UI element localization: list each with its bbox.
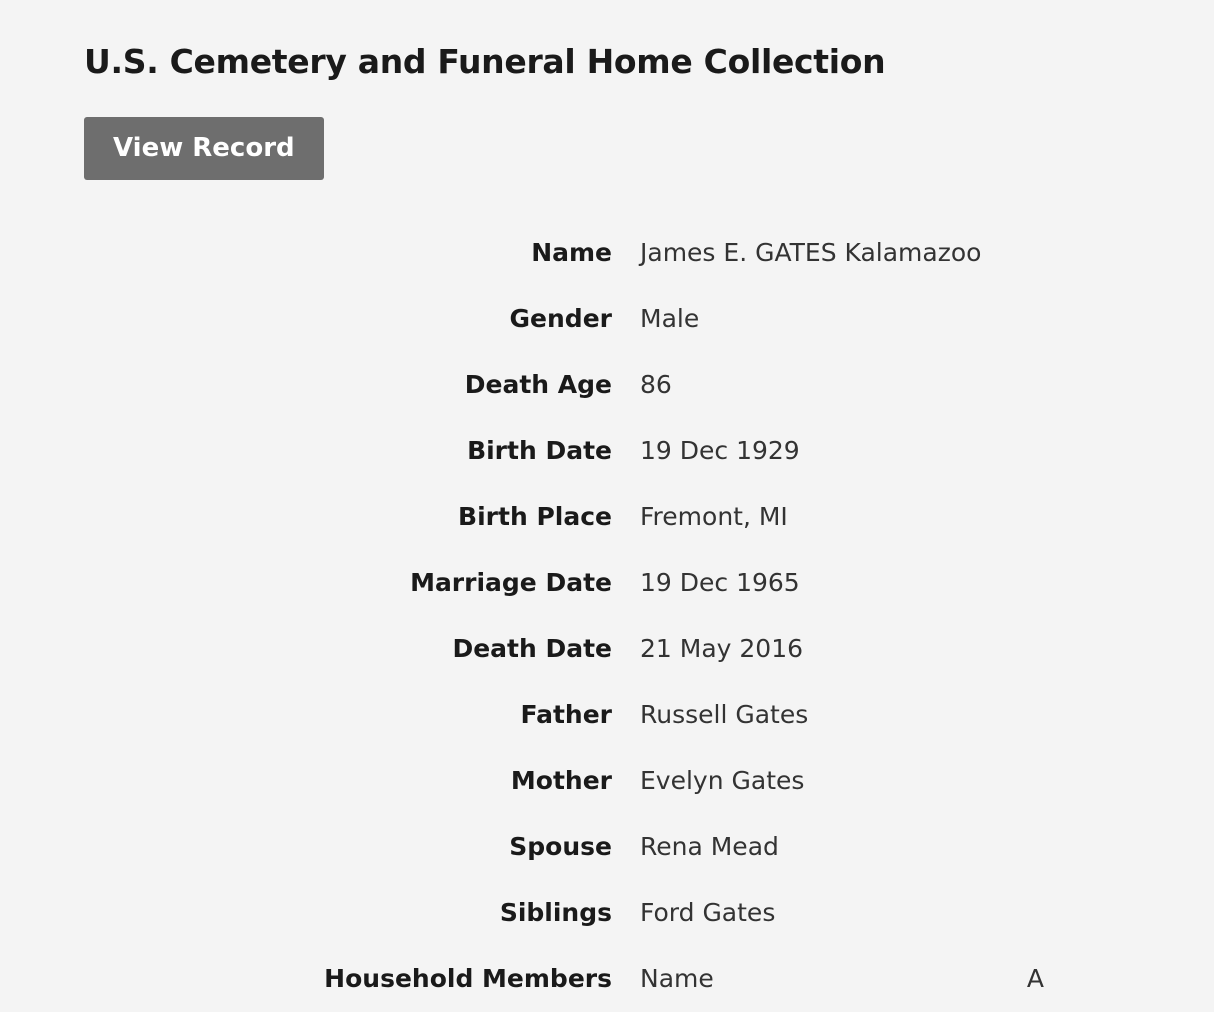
record-field-label: Birth Place [458, 502, 612, 532]
record-field-label: Gender [509, 304, 612, 334]
record-row [84, 946, 1130, 1012]
record-row [84, 880, 1130, 946]
record-row [84, 550, 1130, 616]
view-record-button[interactable]: View Record [84, 117, 324, 180]
record-field-value [626, 616, 1130, 682]
record-field-value-text: 86 [640, 370, 672, 400]
page-title: U.S. Cemetery and Funeral Home Collection [84, 42, 886, 81]
record-field-label: Birth Date [467, 436, 612, 466]
record-field-label: Household Members [324, 964, 612, 994]
record-field-value [626, 484, 1130, 550]
record-field-label: Spouse [509, 832, 612, 862]
record-field-value-text: Evelyn Gates [640, 766, 805, 796]
record-row [84, 352, 1130, 418]
record-field-value-extra: A [1026, 964, 1044, 994]
record-field-value-text: 21 May 2016 [640, 634, 804, 664]
record-field-value [626, 880, 1130, 946]
record-field-value-text: Ford Gates [640, 898, 776, 928]
record-details-body [84, 220, 1130, 1012]
record-row [84, 682, 1130, 748]
record-field-value [626, 220, 1130, 286]
record-field-value [626, 748, 1130, 814]
record-field-value-text: Fremont, MI [640, 502, 788, 532]
record-row [84, 814, 1130, 880]
record-field-value-text: 19 Dec 1929 [640, 436, 800, 466]
record-row [84, 616, 1130, 682]
record-field-value [626, 352, 1130, 418]
record-field-value-text: Russell Gates [640, 700, 809, 730]
record-field-value [626, 814, 1130, 880]
record-field-label: Death Age [464, 370, 612, 400]
record-details-table [84, 220, 1130, 1012]
record-field-value-text: Rena Mead [640, 832, 779, 862]
record-row [84, 418, 1130, 484]
record-field-label: Death Date [452, 634, 612, 664]
record-field-label: Name [531, 238, 612, 268]
record-row [84, 484, 1130, 550]
record-field-value [626, 682, 1130, 748]
record-field-value-text: 19 Dec 1965 [640, 568, 800, 598]
record-field-value [626, 286, 1130, 352]
record-field-value-text: James E. GATES Kalamazoo [640, 238, 982, 268]
record-field-value-text: Male [640, 304, 700, 334]
record-field-value-text: Name [640, 964, 714, 994]
record-field-value [626, 946, 1130, 1012]
record-field-value [626, 418, 1130, 484]
record-row [84, 286, 1130, 352]
record-field-label: Siblings [499, 898, 612, 928]
record-field-value [626, 550, 1130, 616]
record-field-label: Marriage Date [410, 568, 612, 598]
record-field-label: Mother [510, 766, 612, 796]
record-row [84, 220, 1130, 286]
record-field-label: Father [520, 700, 612, 730]
record-row [84, 748, 1130, 814]
